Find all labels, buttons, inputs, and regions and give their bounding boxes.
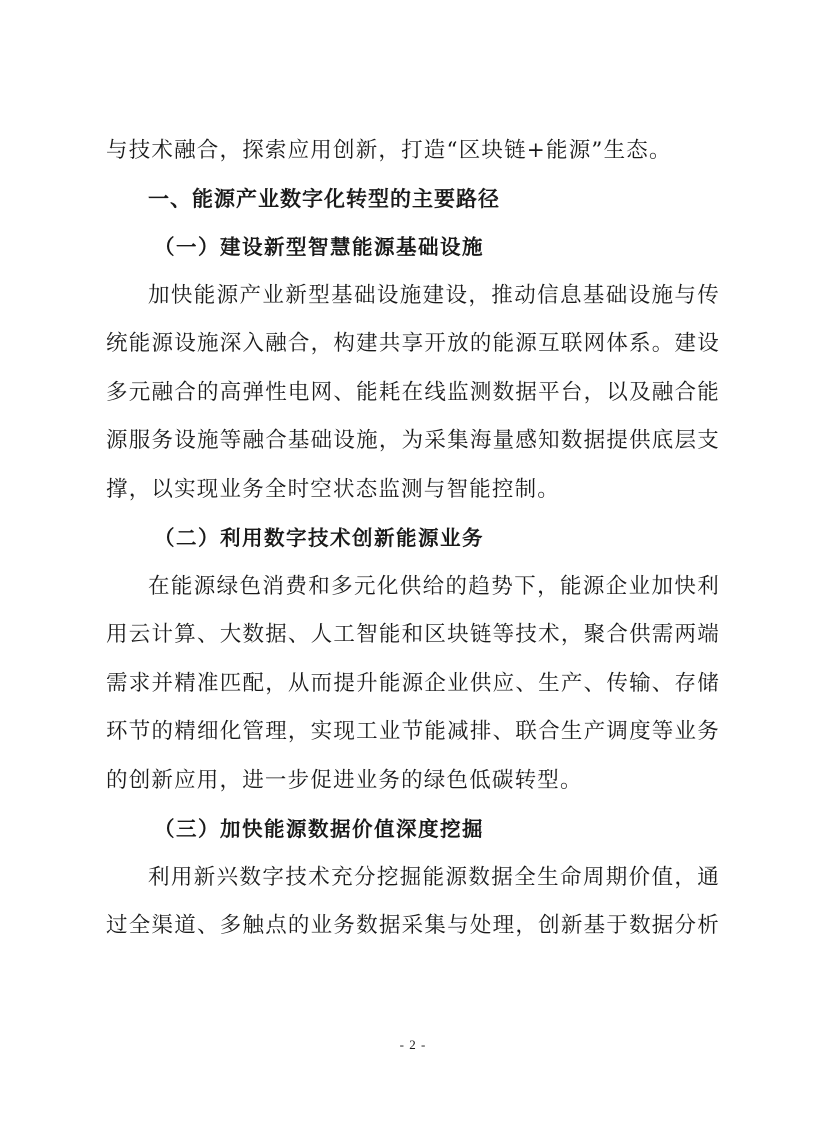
paragraph-line: 用云计算、大数据、人工智能和区块链等技术，聚合供需两端: [106, 622, 720, 647]
paragraph-line: 加快能源产业新型基础设施建设，推动信息基础设施与传: [148, 283, 720, 308]
paragraph-line: 在能源绿色消费和多元化供给的趋势下，能源企业加快利: [148, 574, 720, 599]
subsection-heading: （二）利用数字技术创新能源业务: [154, 526, 484, 550]
paragraph-line: 多元融合的高弹性电网、能耗在线监测数据平台，以及融合能: [106, 380, 720, 405]
paragraph-line: 过全渠道、多触点的业务数据采集与处理，创新基于数据分析: [106, 913, 720, 938]
paragraph-line: 撑，以实现业务全时空状态监测与智能控制。: [106, 477, 561, 502]
paragraph-line: 环节的精细化管理，实现工业节能减排、联合生产调度等业务: [106, 719, 720, 744]
paragraph-line: 需求并精准匹配，从而提升能源企业供应、生产、传输、存储: [106, 671, 720, 696]
paragraph-line: 源服务设施等融合基础设施，为采集海量感知数据提供底层支: [106, 428, 720, 453]
paragraph-line: 的创新应用，进一步促进业务的绿色低碳转型。: [106, 768, 583, 793]
paragraph-line: 统能源设施深入融合，构建共享开放的能源互联网体系。建设: [106, 331, 720, 356]
subsection-heading: （三）加快能源数据价值深度挖掘: [154, 817, 484, 841]
subsection-heading: （一）建设新型智慧能源基础设施: [154, 235, 484, 259]
paragraph-line: 与技术融合，探索应用创新，打造“区块链+能源”生态。: [106, 138, 672, 163]
section-heading: 一、能源产业数字化转型的主要路径: [148, 187, 500, 211]
page-number: - 2 -: [399, 1037, 427, 1052]
paragraph-line: 利用新兴数字技术充分挖掘能源数据全生命周期价值，通: [148, 865, 720, 890]
